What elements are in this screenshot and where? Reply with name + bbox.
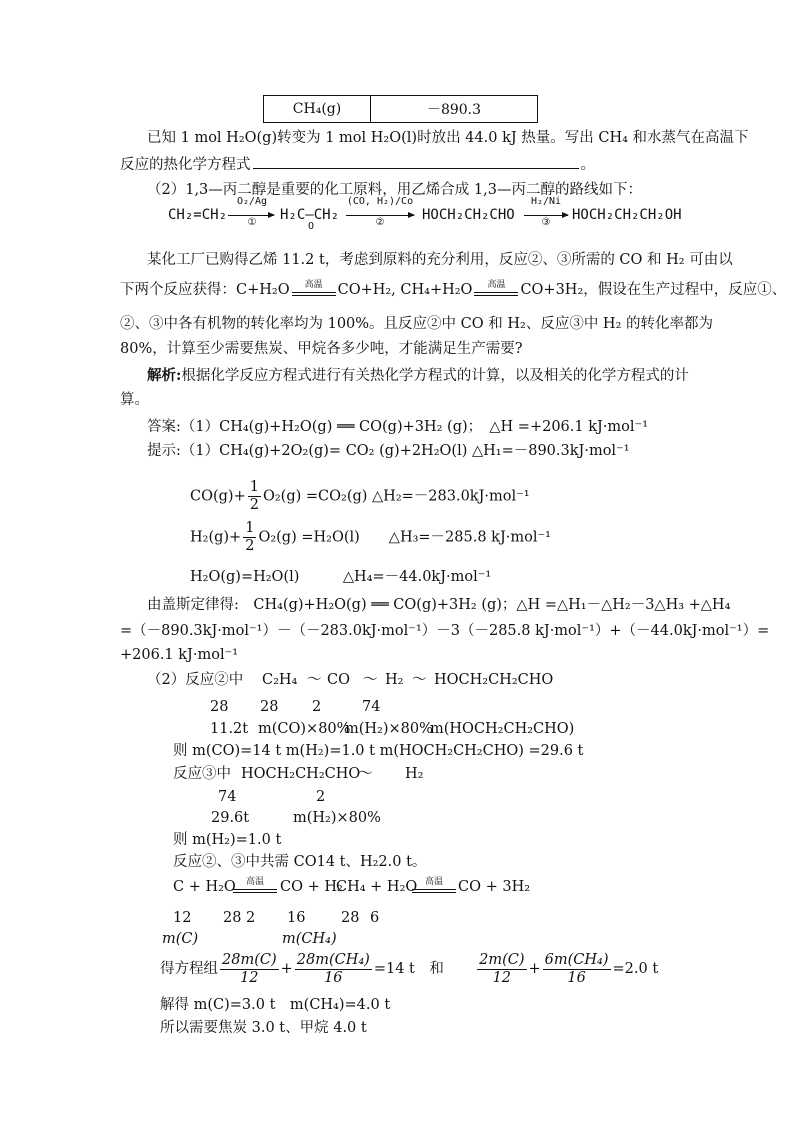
eq-b-products: CO + 3H₂ bbox=[458, 879, 531, 895]
r2-mass-row bbox=[210, 697, 610, 717]
route-step2-reagent: (CO, H₂)/Co bbox=[346, 196, 414, 207]
route-step3-arrow bbox=[524, 215, 568, 216]
synthesis-route bbox=[168, 195, 682, 237]
problem-line-3: ②、③中各有机物的转化率均为 100%。且反应②中 CO 和 H₂、反应③中 H₂ 的转化率都为 bbox=[120, 316, 714, 332]
r2-species: HOCH₂CH₂CHO bbox=[434, 672, 554, 688]
feed-unknown: m(C) bbox=[162, 931, 199, 947]
problem-line-1: 某化工厂已购得乙烯 11.2 t，考虑到原料的充分利用，反应②、③所需的 CO 和 H₂ 可由以 bbox=[147, 252, 733, 268]
feed-mass: 2 bbox=[246, 910, 256, 926]
route-epoxide-oxygen: O bbox=[308, 221, 315, 232]
fraction-half: $\frac{1}{2}$ bbox=[245, 520, 255, 554]
feed-mass: 28 bbox=[223, 910, 242, 926]
route-step3-reagent: H₂/Ni bbox=[530, 196, 562, 207]
analysis-text: 根据化学反应方程式进行有关热化学方程式的计算，以及相关的化学方程式的计 bbox=[181, 368, 689, 384]
answer-line: 答案:（1）CH₄(g)+H₂O(g) ══ CO(g)+3H₂ (g)； △H =+206.1 kJ·mol⁻¹ bbox=[147, 419, 649, 435]
part2-heading: （2）1,3—丙二醇是重要的化工原料，用乙烯合成 1,3—丙二醇的路线如下： bbox=[147, 182, 642, 198]
feed-unknown-row bbox=[162, 929, 462, 949]
problem-line-4: 80%，计算至少需要焦炭、甲烷各多少吨，才能满足生产需要? bbox=[120, 341, 523, 357]
intro-line-1: 已知 1 mol H₂O(g)转变为 1 mol H₂O(l)时放出 44.0 kJ 热量。写出 CH₄ 和水蒸气在高温下 bbox=[147, 130, 749, 146]
hint-line-2 bbox=[190, 479, 530, 514]
fraction-half: $\frac{1}{2}$ bbox=[249, 479, 259, 513]
r3-result: 则 m(H₂)=1.0 t bbox=[173, 832, 282, 848]
equation-system bbox=[160, 950, 658, 988]
final-answer: 所以需要焦炭 3.0 t、甲烷 4.0 t bbox=[160, 1020, 367, 1036]
high-temp-sign bbox=[474, 280, 518, 297]
r2-given: m(HOCH₂CH₂CHO) bbox=[430, 721, 575, 737]
feed-mass: 12 bbox=[173, 910, 192, 926]
r3-given: m(H₂)×80% bbox=[293, 810, 381, 826]
r2-given: m(CO)×80% bbox=[258, 721, 351, 737]
r2-given: m(H₂)×80% bbox=[345, 721, 433, 737]
route-step1-arrow bbox=[228, 215, 274, 216]
hint-line-1: 提示:（1）CH₄(g)+2O₂(g)= CO₂ (g)+2H₂O(l) △H₁=－890.3kJ·mol⁻¹ bbox=[147, 443, 630, 459]
r2-mass: 74 bbox=[362, 699, 381, 715]
answer-blank bbox=[253, 154, 579, 169]
route-ethylene: CH₂=CH₂ bbox=[168, 207, 228, 223]
problem-line-2-a: 下两个反应获得：C+H₂O bbox=[120, 282, 290, 298]
problem-line-2-c: CO+3H₂，假设在生产过程中，反应①、 bbox=[520, 282, 787, 298]
hess-line-1: 由盖斯定律得: CH₄(g)+H₂O(g) ══ CO(g)+3H₂ (g)；△H =△H₁－△H₂－3△H₃ +△H₄ bbox=[147, 597, 731, 613]
r3-given-row bbox=[211, 808, 461, 828]
table-row bbox=[264, 96, 538, 123]
r2-tilde: ～ bbox=[412, 672, 427, 688]
r2-species: CO bbox=[327, 672, 350, 688]
hess-line-3: +206.1 kJ·mol⁻¹ bbox=[120, 647, 239, 663]
plus-sign: + bbox=[528, 961, 541, 977]
r3-species-row bbox=[173, 764, 473, 784]
problem-line-2-b: CO+H₂, CH₄+H₂O bbox=[337, 282, 473, 298]
r2-given-row bbox=[210, 719, 630, 739]
r3-species: H₂ bbox=[405, 766, 424, 782]
r2-mass: 2 bbox=[312, 699, 322, 715]
r3-mass: 2 bbox=[316, 789, 326, 805]
route-step1-number: ① bbox=[247, 217, 257, 228]
route-step2-number: ② bbox=[375, 217, 385, 228]
eq-b-reactants: CH₄ + H₂O bbox=[336, 879, 418, 895]
feed-mass: 16 bbox=[287, 910, 306, 926]
r2-species: H₂ bbox=[385, 672, 404, 688]
feed-unknown: m(CH₄) bbox=[282, 931, 337, 947]
hint-line-3 bbox=[190, 520, 551, 555]
r2-species: C₂H₄ bbox=[262, 672, 298, 688]
fraction-methane-co: $\frac{\text{28m(CH₄)}}{16}$ bbox=[296, 951, 370, 986]
r2-tilde: ～ bbox=[363, 672, 378, 688]
intro-line-2 bbox=[120, 154, 595, 175]
enthalpy-table bbox=[263, 95, 538, 123]
analysis-line-1 bbox=[147, 366, 689, 386]
hint-line-4: H₂O(g)=H₂O(l) △H₄=－44.0kJ·mol⁻¹ bbox=[190, 569, 492, 585]
intro-line-2-end: 。 bbox=[580, 157, 595, 173]
system-label: 得方程组 bbox=[160, 961, 218, 977]
r3-species: HOCH₂CH₂CHO bbox=[241, 766, 361, 782]
table-cell-value: －890.3 bbox=[371, 96, 538, 123]
system-eq1-rhs: =14 t 和 bbox=[373, 961, 444, 977]
route-step2-arrow bbox=[346, 215, 414, 216]
table-cell-substance: CH₄(g) bbox=[264, 96, 371, 123]
route-aldehyde: HOCH₂CH₂CHO bbox=[422, 207, 515, 223]
hess-line-2: =（－890.3kJ·mol⁻¹）－（－283.0kJ·mol⁻¹）－3（－285.8 kJ·mol⁻¹）+（－44.0kJ·mol⁻¹）= bbox=[120, 623, 770, 639]
r2-tilde: ～ bbox=[307, 672, 322, 688]
high-temp-label: 高温 bbox=[487, 280, 506, 290]
feed-mass-row bbox=[173, 908, 473, 928]
route-step3-number: ③ bbox=[541, 217, 551, 228]
high-temp-label: 高温 bbox=[424, 877, 443, 887]
route-diol: HOCH₂CH₂CH₂OH bbox=[572, 207, 682, 223]
analysis-label: 解析: bbox=[147, 367, 182, 384]
intro-line-2-text: 反应的热化学方程式 bbox=[120, 157, 251, 173]
high-temp-sign bbox=[292, 280, 336, 297]
analysis-line-2: 算。 bbox=[120, 392, 149, 408]
route-epoxide: H₂C–CH₂ bbox=[280, 207, 340, 223]
r3-label: 反应③中 bbox=[173, 766, 231, 782]
eq-a-products: CO + H₂ bbox=[280, 879, 343, 895]
problem-line-2 bbox=[120, 280, 786, 300]
r3-mass: 74 bbox=[218, 789, 237, 805]
r2-mass: 28 bbox=[210, 699, 229, 715]
feed-equations-row bbox=[173, 877, 533, 897]
r2-species-row bbox=[147, 670, 667, 690]
hint-3-pre: H₂(g)+ bbox=[190, 529, 242, 546]
system-eq2-rhs: =2.0 t bbox=[612, 961, 659, 977]
hint-2-post: O₂(g) =CO₂(g) △H₂=－283.0kJ·mol⁻¹ bbox=[262, 488, 530, 505]
r3-tilde: ～ bbox=[358, 766, 373, 782]
fraction-coke-h2: $\frac{2m(C)}{12}$ bbox=[479, 951, 525, 986]
plus-sign: + bbox=[280, 961, 293, 977]
high-temp-label: 高温 bbox=[304, 280, 323, 290]
hint-2-pre: CO(g)+ bbox=[190, 488, 246, 505]
r2-label: （2）反应②中 bbox=[147, 672, 244, 688]
eq-a-reactants: C + H₂O bbox=[173, 879, 236, 895]
fraction-coke-co: $\frac{28m(C)}{12}$ bbox=[222, 951, 277, 986]
fraction-methane-h2: $\frac{\text{6m(CH₄)}}{16}$ bbox=[544, 951, 609, 986]
total-need: 反应②、③中共需 CO14 t、H₂2.0 t。 bbox=[173, 854, 427, 870]
r2-given: 11.2t bbox=[210, 721, 249, 737]
route-step1-reagent: O₂/Ag bbox=[236, 196, 268, 207]
high-temp-sign bbox=[231, 877, 279, 897]
r3-mass-row bbox=[218, 787, 418, 807]
r2-mass: 28 bbox=[260, 699, 279, 715]
feed-mass: 28 bbox=[341, 910, 360, 926]
r2-result: 则 m(CO)=14 t m(H₂)=1.0 t m(HOCH₂CH₂CHO) =29.6 t bbox=[173, 743, 584, 759]
high-temp-label: 高温 bbox=[245, 877, 264, 887]
hint-3-post: O₂(g) =H₂O(l) △H₃=－285.8 kJ·mol⁻¹ bbox=[258, 529, 551, 546]
solution-line: 解得 m(C)=3.0 t m(CH₄)=4.0 t bbox=[160, 997, 391, 1013]
high-temp-sign bbox=[410, 877, 458, 897]
feed-mass: 6 bbox=[370, 910, 380, 926]
r3-given: 29.6t bbox=[211, 810, 250, 826]
